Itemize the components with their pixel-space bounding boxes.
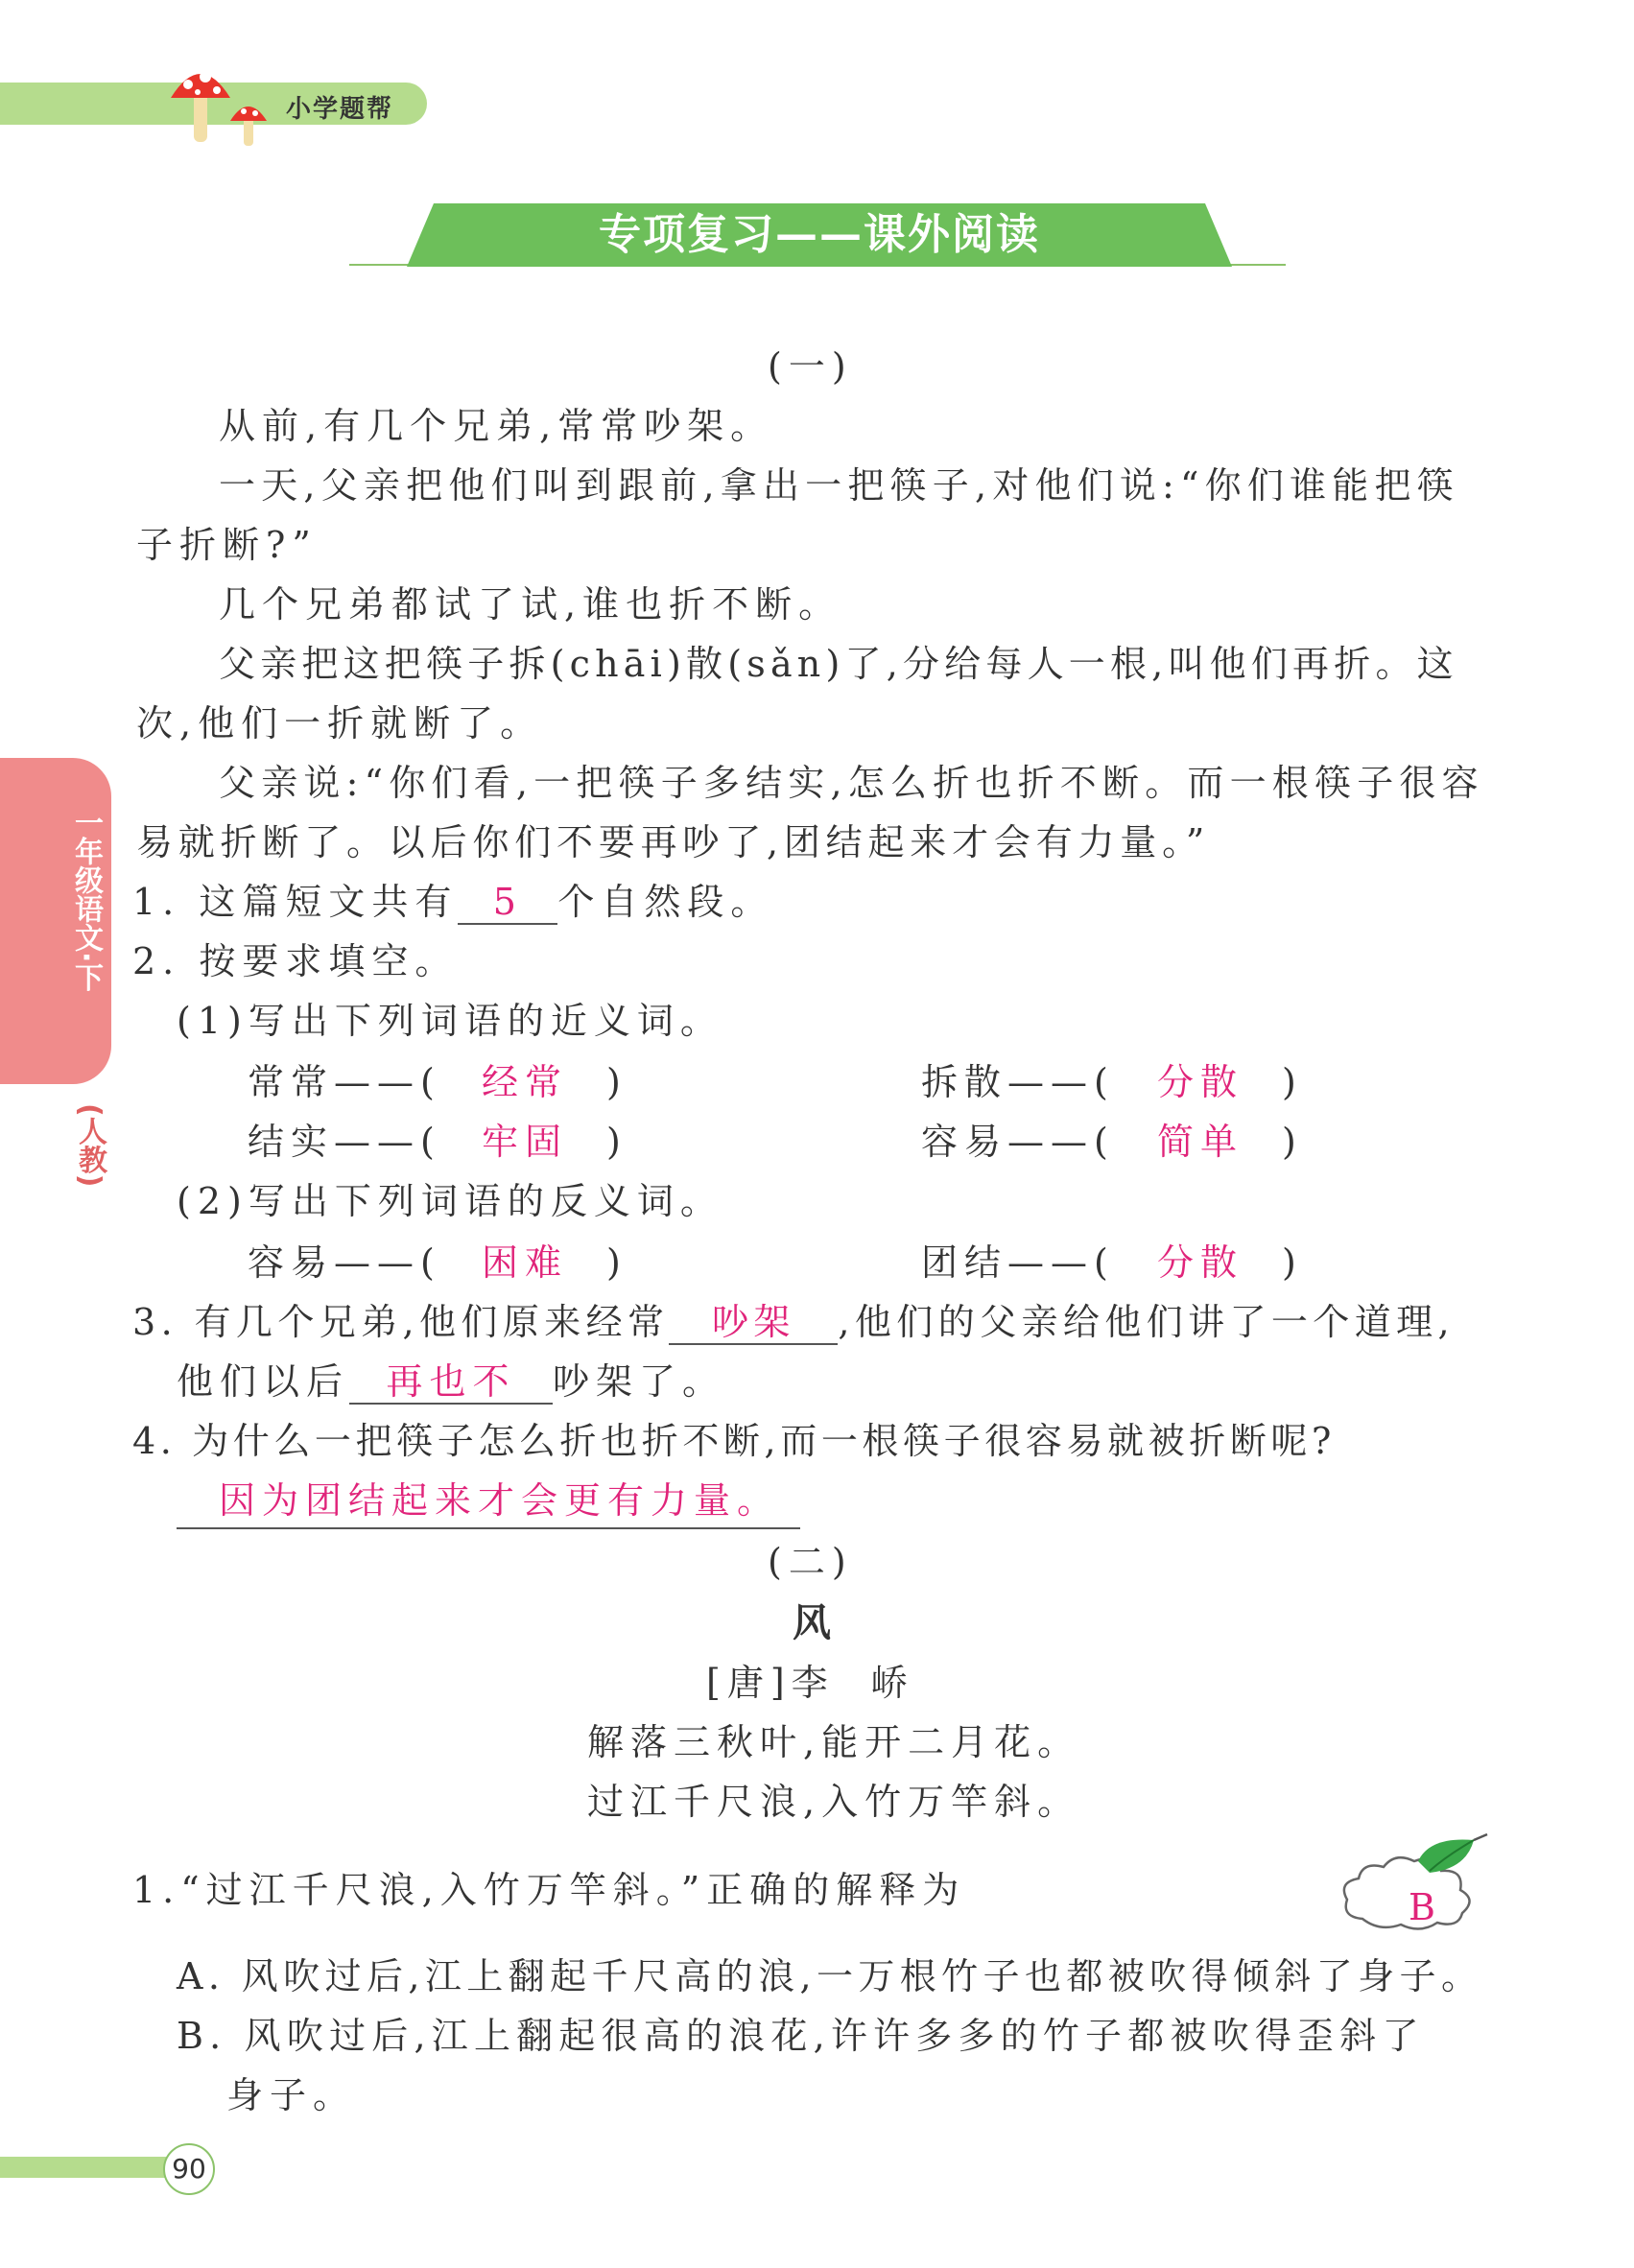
brand-label: 小学题帮 [286,95,394,124]
side-tab-grade: 一年级语文·下 [69,808,103,992]
option-b-cont: 身子。 [226,2074,357,2116]
poem-title: 风 [793,1600,838,1645]
synonym-answer[interactable]: 经常 [482,1061,569,1103]
passage1-line: 易就折断了。以后你们不要再吵了,团结起来才会有力量。” [136,821,1211,863]
answer-blank[interactable]: 再也不 [349,1360,553,1405]
close-paren: ) [1282,1121,1303,1163]
question-1-prefix: 1. 这篇短文共有 [132,881,459,923]
synonym-word: 常常——( [248,1061,441,1103]
question-3-suffix: 吵架了。 [553,1360,726,1403]
passage2-heading: (二) [768,1541,853,1583]
passage1-line: 父亲把这把筷子拆(chāi)散(sǎn)了,分给每人一根,叫他们再折。这 [219,643,1458,685]
question-2-sub2: (2)写出下列词语的反义词。 [177,1180,723,1222]
question-2-1: 1.“过江千尺浪,入竹万竿斜。”正确的解释为 [132,1869,966,1911]
antonym-word: 团结——( [921,1241,1115,1284]
passage1-line: 子折断?” [136,524,318,566]
question-3-prefix: 3. 有几个兄弟,他们原来经常 [132,1301,670,1343]
passage1-line: 次,他们一折就断了。 [136,702,544,744]
question-2-1-answer[interactable]: B [1409,1886,1435,1928]
passage1-line: 几个兄弟都试了试,谁也折不断。 [219,583,842,626]
passage1-line: 一天,父亲把他们叫到跟前,拿出一把筷子,对他们说:“你们谁能把筷 [219,464,1459,507]
synonym-answer[interactable]: 简单 [1157,1121,1244,1163]
close-paren: ) [606,1121,628,1163]
passage1-line: 父亲说:“你们看,一把筷子多结实,怎么折也折不断。而一根筷子很容 [219,762,1484,804]
question-3-line2 [177,1358,725,1405]
mushroom-icon [163,56,278,152]
poem-line: 过江千尺浪,入竹万竿斜。 [587,1781,1081,1823]
synonym-word: 拆散——( [921,1061,1115,1103]
synonym-answer[interactable]: 牢固 [482,1121,569,1163]
close-paren: ) [1282,1061,1303,1103]
answer-line [177,1527,800,1529]
poem-author: [唐]李 峤 [706,1662,914,1704]
question-3 [132,1299,1455,1345]
synonym-answer[interactable]: 分散 [1157,1061,1244,1103]
section-title: 专项复习——课外阅读 [599,210,1040,259]
antonym-word: 容易——( [248,1241,441,1284]
question-3-line2-prefix: 他们以后 [177,1360,350,1403]
antonym-answer[interactable]: 分散 [1157,1241,1244,1284]
option-a[interactable]: A. 风吹过后,江上翻起千尺高的浪,一万根竹子也都被吹得倾斜了身子。 [177,1955,1483,1997]
passage1-heading: (一) [768,345,853,388]
synonym-word: 结实——( [248,1121,441,1163]
question-2-label: 2. 按要求填空。 [132,940,459,982]
question-2-sub1: (1)写出下列词语的近义词。 [177,1000,723,1042]
close-paren: ) [606,1241,628,1284]
passage1-line: 从前,有几个兄弟,常常吵架。 [219,405,774,447]
option-b[interactable]: B. 风吹过后,江上翻起很高的浪花,许许多多的竹子都被吹得歪斜了 [177,2015,1425,2057]
poem-line: 解落三秋叶,能开二月花。 [587,1721,1081,1763]
question-4: 4. 为什么一把筷子怎么折也折不断,而一根筷子很容易就被折断呢? [132,1420,1336,1462]
synonym-word: 容易——( [921,1121,1115,1163]
page-number: 90 [163,2143,215,2195]
answer-blank[interactable]: 吵架 [669,1301,838,1345]
close-paren: ) [606,1061,628,1103]
side-tab-edition: (人教) [73,1103,107,1188]
answer-blank[interactable]: 5 [458,881,557,925]
close-paren: ) [1282,1241,1303,1284]
question-1 [132,879,773,925]
question-1-suffix: 个自然段。 [557,881,774,923]
question-3-middle: ,他们的父亲给他们讲了一个道理, [838,1301,1455,1343]
question-4-answer[interactable]: 因为团结起来才会更有力量。 [219,1479,781,1522]
antonym-answer[interactable]: 困难 [482,1241,569,1284]
